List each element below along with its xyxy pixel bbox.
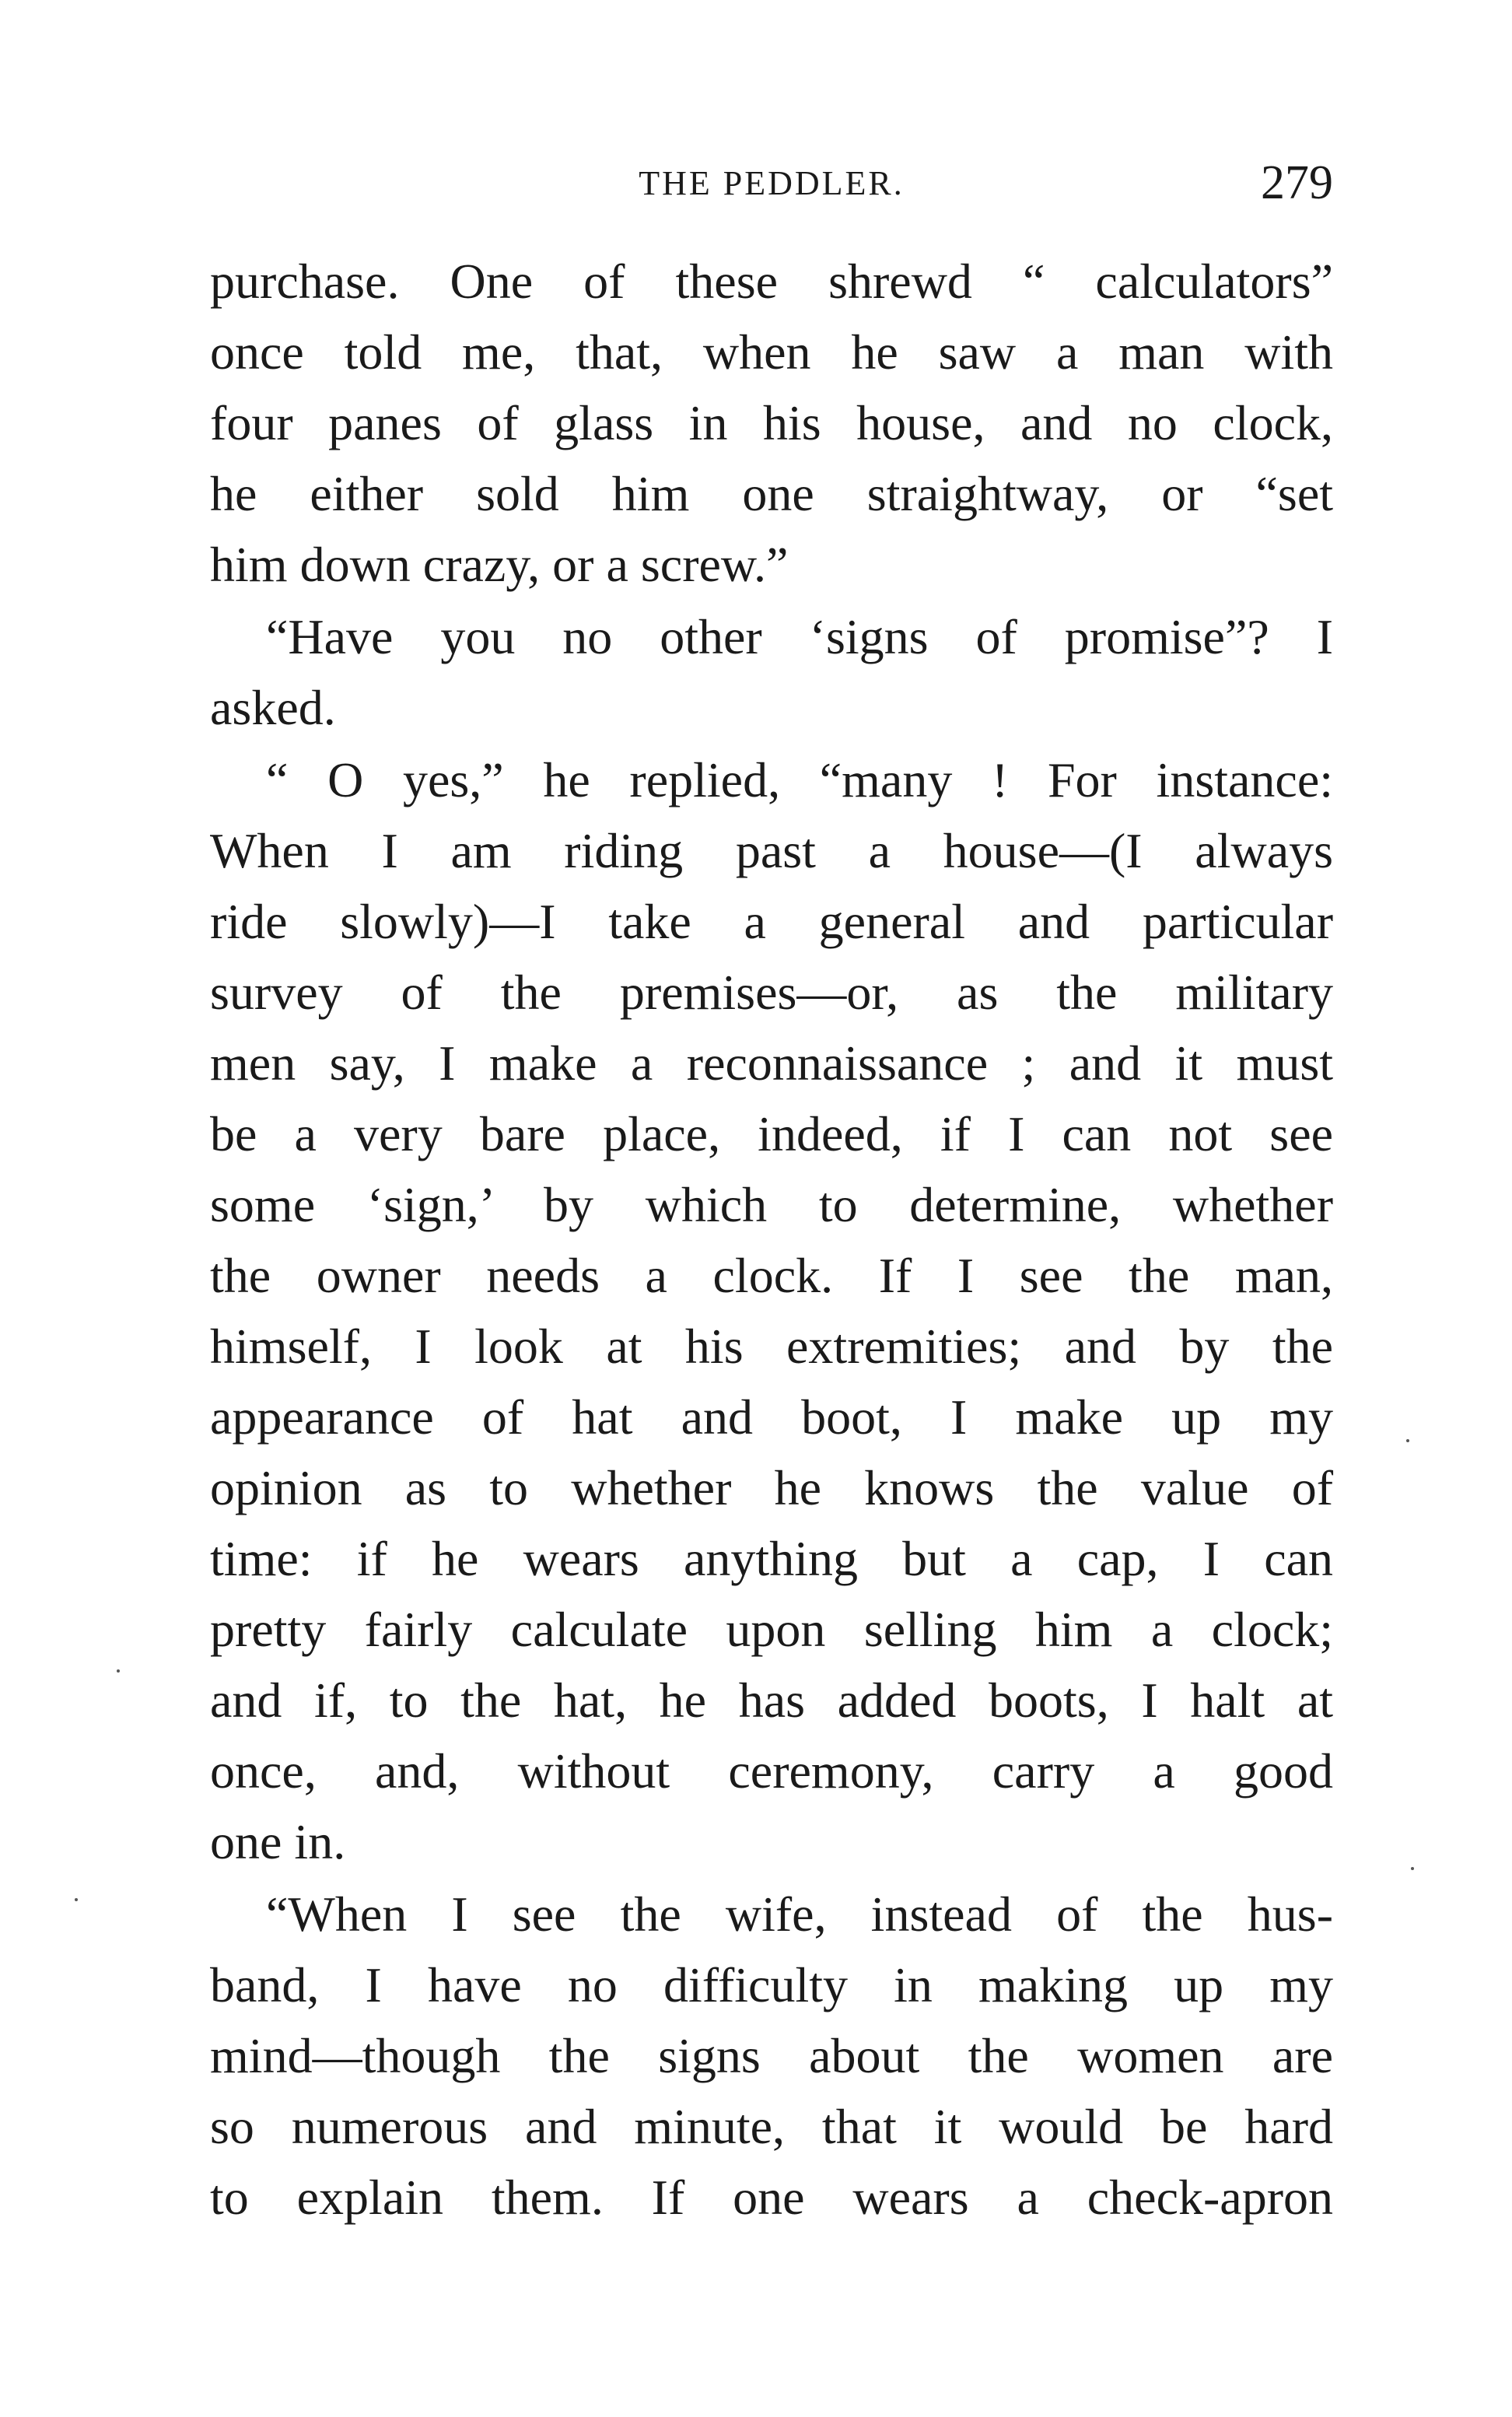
text-line: to explain them. If one wears a check-apron bbox=[210, 2170, 1333, 2225]
running-head: THE PEDDLER. bbox=[639, 164, 905, 202]
print-speck bbox=[75, 1898, 78, 1901]
text-line: pretty fairly calculate upon selling him a clock; bbox=[210, 1602, 1333, 1657]
text-line: “ O yes,” he replied, “many ! For instance: bbox=[266, 752, 1333, 807]
text-line: survey of the premises—or, as the military bbox=[210, 965, 1333, 1020]
text-line: When I am riding past a house—(I always bbox=[210, 823, 1333, 878]
text-line: once told me, that, when he saw a man with bbox=[210, 324, 1333, 380]
paragraph-3 bbox=[210, 744, 1333, 1877]
page-number: 279 bbox=[1261, 156, 1333, 209]
text-line: some ‘sign,’ by which to determine, whether bbox=[210, 1177, 1333, 1232]
text-line: appearance of hat and boot, I make up my bbox=[210, 1389, 1333, 1445]
text-line: “When I see the wife, instead of the hus- bbox=[266, 1886, 1333, 1942]
text-line: purchase. One of these shrewd “ calculators” bbox=[210, 254, 1333, 309]
text-line: and if, to the hat, he has added boots, I halt at bbox=[210, 1673, 1333, 1728]
text-line: himself, I look at his extremities; and by the bbox=[210, 1319, 1333, 1374]
text-line: so numerous and minute, that it would be hard bbox=[210, 2099, 1333, 2154]
text-line: asked. bbox=[210, 680, 336, 735]
text-line: him down crazy, or a screw.” bbox=[210, 537, 789, 592]
text-line: once, and, without ceremony, carry a good bbox=[210, 1743, 1333, 1799]
text-line: band, I have no difficulty in making up my bbox=[210, 1957, 1333, 2012]
paragraph-1 bbox=[210, 246, 1333, 600]
text-line: men say, I make a reconnaissance ; and it must bbox=[210, 1035, 1333, 1091]
text-line: time: if he wears anything but a cap, I can bbox=[210, 1531, 1333, 1586]
text-line: ride slowly)—I take a general and particular bbox=[210, 894, 1333, 949]
text-line: the owner needs a clock. If I see the man, bbox=[210, 1248, 1333, 1303]
text-line: opinion as to whether he knows the value of bbox=[210, 1460, 1333, 1515]
page-header bbox=[210, 156, 1333, 218]
body-text bbox=[210, 246, 1333, 2234]
text-line: be a very bare place, indeed, if I can not see bbox=[210, 1106, 1333, 1161]
print-speck bbox=[1406, 1439, 1409, 1442]
text-line: he either sold him one straightway, or “set bbox=[210, 466, 1333, 521]
paragraph-4 bbox=[210, 1879, 1333, 2233]
paragraph-2 bbox=[210, 601, 1333, 743]
text-line: four panes of glass in his house, and no clock, bbox=[210, 395, 1333, 450]
text-line: “Have you no other ‘signs of promise”? I bbox=[266, 609, 1333, 664]
print-speck bbox=[117, 1669, 120, 1673]
print-speck bbox=[1411, 1867, 1414, 1870]
text-line: mind—though the signs about the women are bbox=[210, 2028, 1333, 2083]
text-line: one in. bbox=[210, 1814, 346, 1869]
